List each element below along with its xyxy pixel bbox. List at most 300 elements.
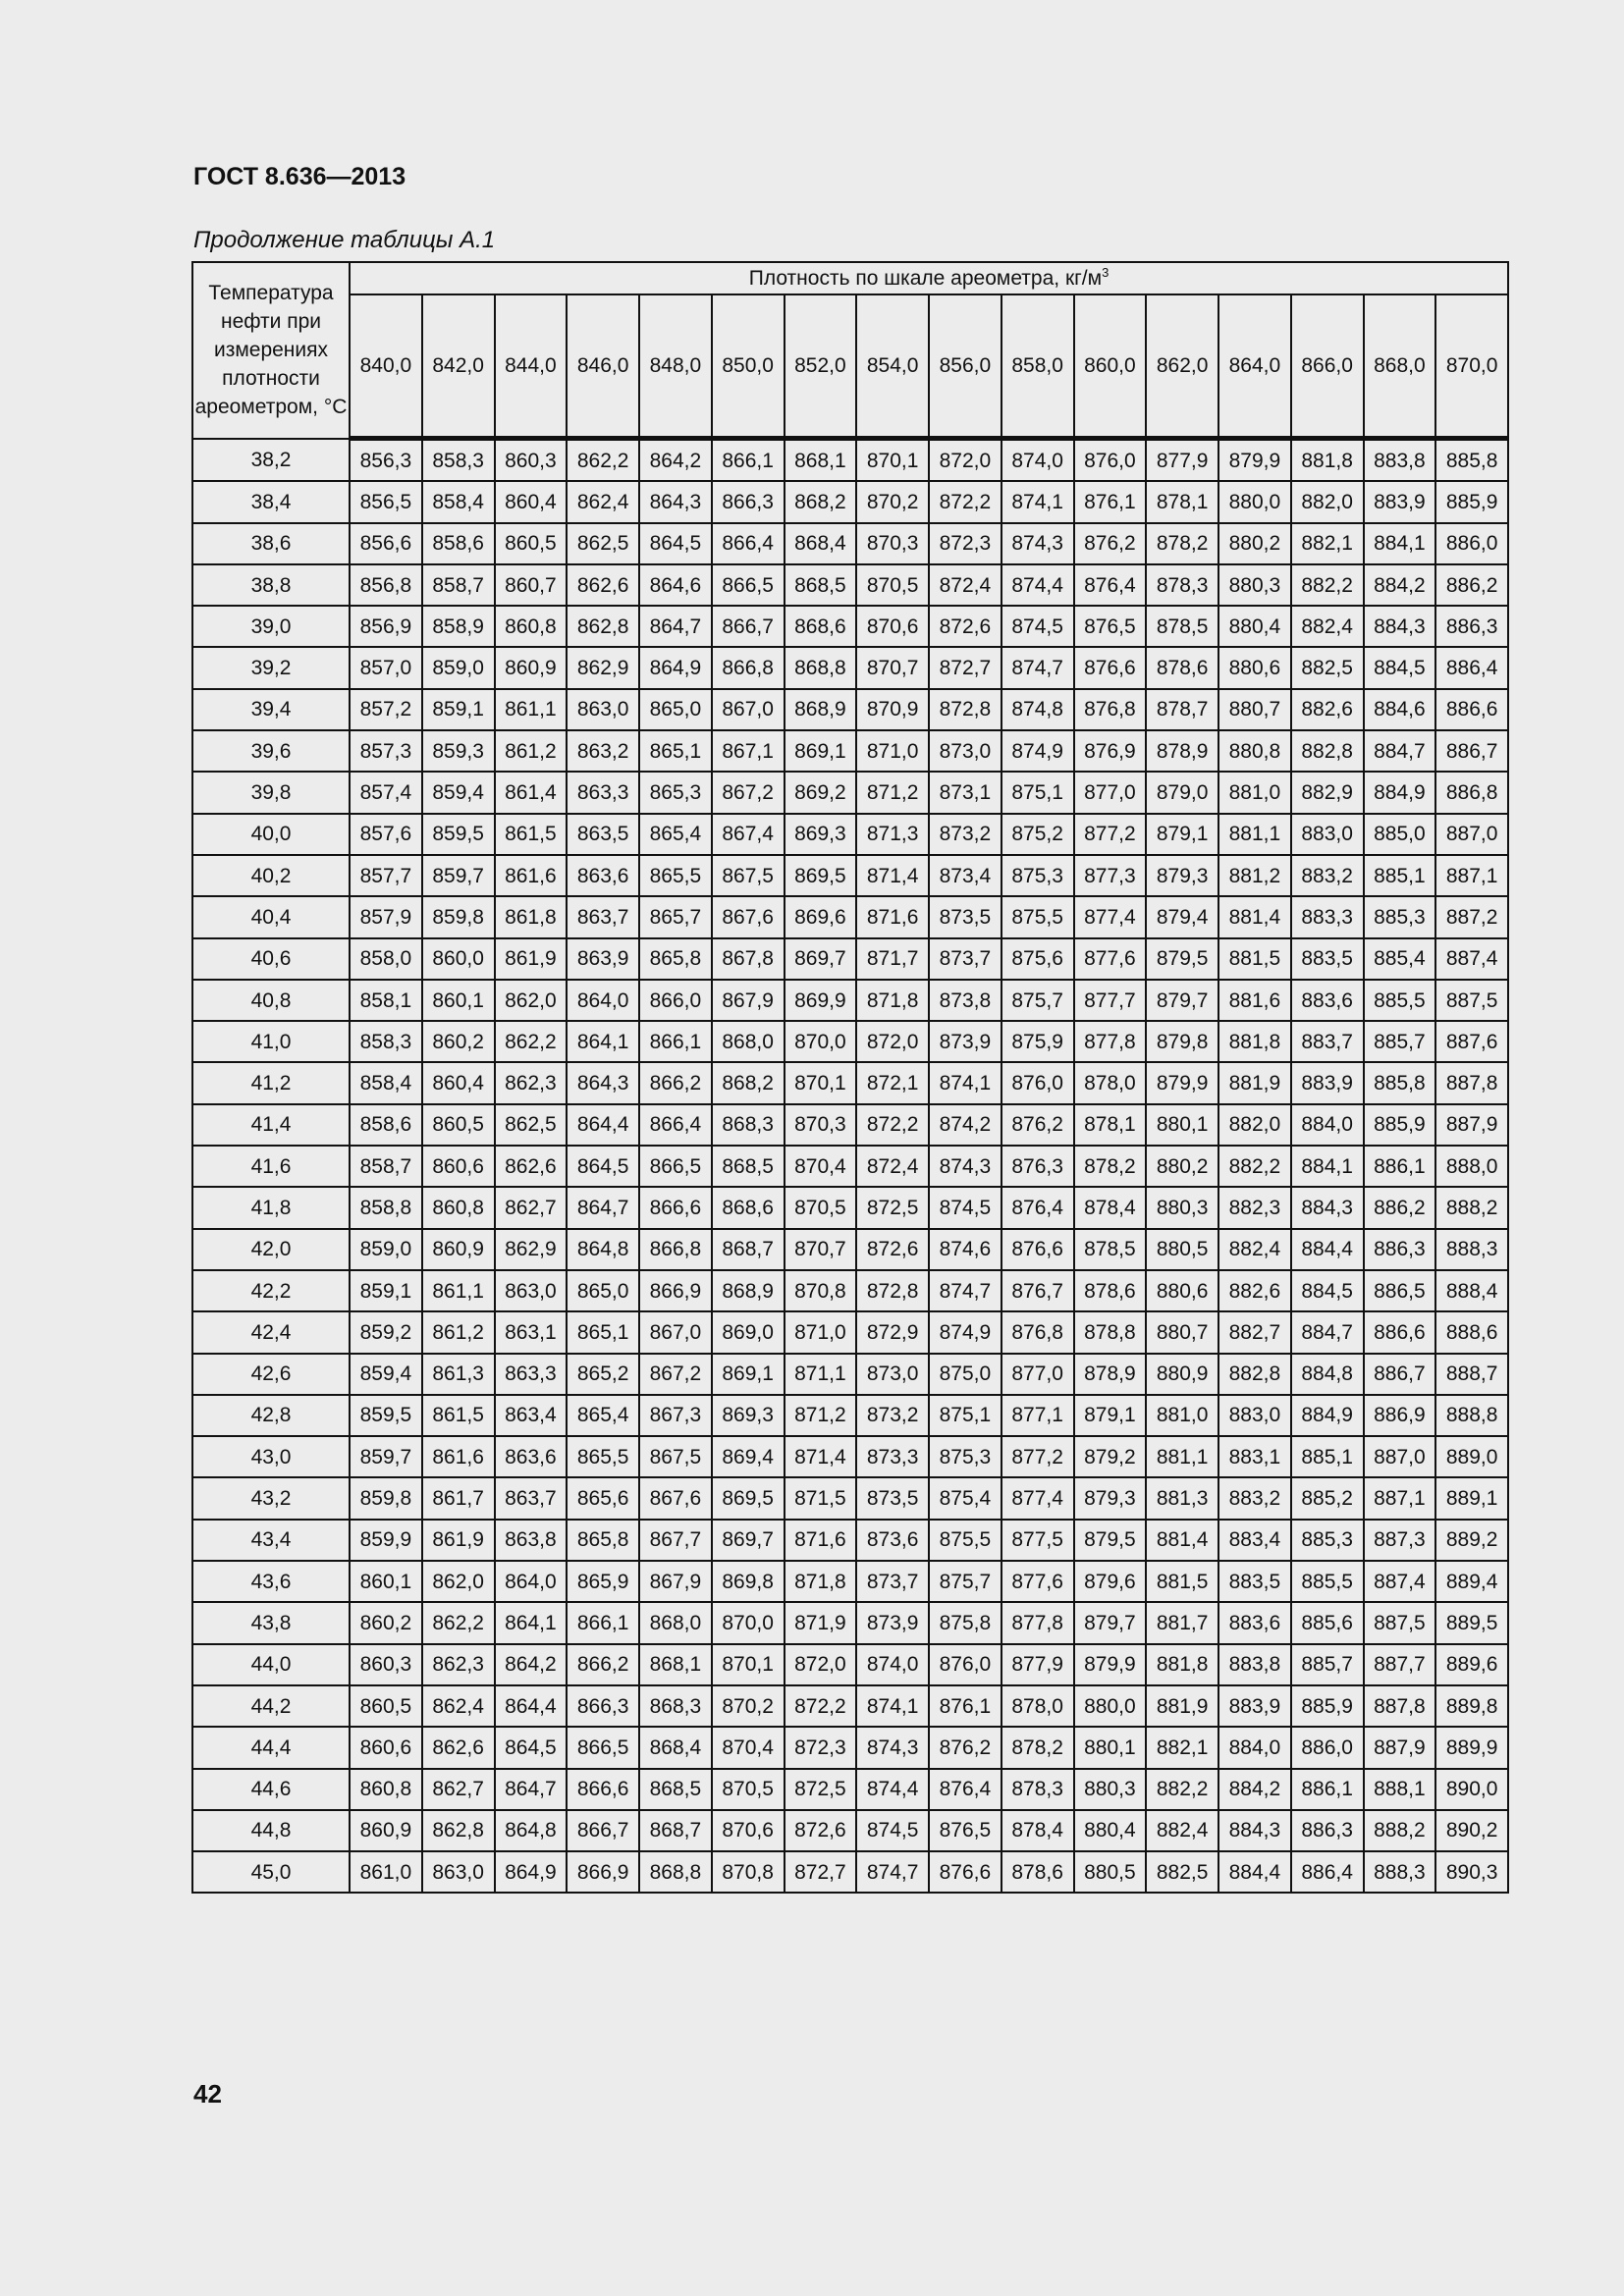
density-header-sup: 3 [1102,265,1110,280]
density-cell: 879,5 [1146,938,1218,980]
density-cell: 874,2 [929,1104,1001,1146]
density-cell: 864,5 [639,523,712,564]
density-cell: 880,2 [1218,523,1291,564]
density-cell: 887,8 [1364,1685,1436,1727]
density-cell: 887,3 [1364,1520,1436,1561]
temperature-cell: 40,6 [192,938,350,980]
density-cell: 868,8 [785,647,857,688]
table-row [192,1644,1508,1685]
density-cell: 871,5 [785,1477,857,1519]
density-cell: 870,0 [785,1021,857,1062]
density-cell: 875,1 [929,1395,1001,1436]
density-cell: 878,6 [1074,1270,1147,1311]
density-cell: 880,5 [1146,1229,1218,1270]
density-cell: 883,4 [1218,1520,1291,1561]
density-cell: 870,4 [785,1146,857,1187]
density-cell: 881,8 [1291,439,1364,482]
density-cell: 876,6 [929,1851,1001,1893]
density-cell: 883,5 [1291,938,1364,980]
density-cell: 857,6 [350,814,422,855]
density-cell: 883,9 [1291,1062,1364,1103]
density-cell: 858,3 [422,439,495,482]
density-cell: 864,5 [567,1146,639,1187]
table-row [192,1810,1508,1851]
density-cell: 864,2 [495,1644,568,1685]
density-cell: 860,3 [495,439,568,482]
density-cell: 876,9 [1074,730,1147,772]
density-cell: 868,9 [712,1270,785,1311]
density-cell: 874,3 [1001,523,1074,564]
density-cell: 868,6 [712,1187,785,1228]
density-cell: 859,2 [350,1311,422,1353]
table-row [192,523,1508,564]
density-cell: 875,7 [1001,980,1074,1021]
density-cell: 864,6 [639,564,712,606]
temperature-cell: 44,0 [192,1644,350,1685]
temperature-cell: 41,4 [192,1104,350,1146]
density-cell: 880,1 [1146,1104,1218,1146]
temperature-cell: 44,4 [192,1727,350,1768]
density-cell: 859,7 [350,1436,422,1477]
density-cell: 856,5 [350,481,422,522]
density-cell: 886,4 [1291,1851,1364,1893]
density-cell: 869,9 [785,980,857,1021]
density-cell: 880,4 [1074,1810,1147,1851]
density-cell: 864,3 [567,1062,639,1103]
density-cell: 860,8 [350,1769,422,1810]
temperature-cell: 43,4 [192,1520,350,1561]
density-cell: 880,9 [1146,1354,1218,1395]
density-cell: 882,2 [1146,1769,1218,1810]
density-cell: 862,7 [495,1187,568,1228]
density-cell: 861,6 [422,1436,495,1477]
density-cell: 884,3 [1291,1187,1364,1228]
table-row [192,1851,1508,1893]
table-row [192,814,1508,855]
density-cell: 880,8 [1218,730,1291,772]
temperature-cell: 44,8 [192,1810,350,1851]
density-cell: 872,8 [929,689,1001,730]
density-cell: 873,0 [929,730,1001,772]
density-cell: 888,7 [1435,1354,1508,1395]
density-cell: 862,3 [422,1644,495,1685]
density-cell: 886,2 [1364,1187,1436,1228]
density-cell: 874,1 [929,1062,1001,1103]
column-header: 860,0 [1074,294,1147,439]
density-cell: 885,9 [1291,1685,1364,1727]
density-cell: 888,2 [1364,1810,1436,1851]
density-cell: 868,1 [785,439,857,482]
density-cell: 869,7 [785,938,857,980]
density-cell: 880,7 [1218,689,1291,730]
table-row [192,1436,1508,1477]
density-cell: 881,7 [1146,1602,1218,1643]
density-cell: 885,3 [1364,896,1436,937]
density-cell: 866,5 [567,1727,639,1768]
density-cell: 868,2 [712,1062,785,1103]
temperature-cell: 40,4 [192,896,350,937]
density-cell: 874,6 [929,1229,1001,1270]
density-cell: 860,2 [422,1021,495,1062]
density-cell: 874,4 [1001,564,1074,606]
density-cell: 872,2 [929,481,1001,522]
density-cell: 887,1 [1435,855,1508,896]
density-cell: 884,7 [1364,730,1436,772]
density-cell: 883,7 [1291,1021,1364,1062]
density-cell: 869,4 [712,1436,785,1477]
density-cell: 882,7 [1218,1311,1291,1353]
density-cell: 888,0 [1435,1146,1508,1187]
density-cell: 889,1 [1435,1477,1508,1519]
density-cell: 877,2 [1001,1436,1074,1477]
density-cell: 869,0 [712,1311,785,1353]
temperature-cell: 42,8 [192,1395,350,1436]
density-cell: 875,3 [1001,855,1074,896]
density-cell: 870,9 [856,689,929,730]
density-cell: 866,5 [639,1146,712,1187]
density-cell: 862,5 [495,1104,568,1146]
density-cell: 880,7 [1146,1311,1218,1353]
density-cell: 872,0 [856,1021,929,1062]
density-cell: 869,3 [785,814,857,855]
density-cell: 876,4 [929,1769,1001,1810]
density-cell: 882,8 [1218,1354,1291,1395]
density-cell: 877,9 [1001,1644,1074,1685]
density-cell: 862,9 [567,647,639,688]
density-cell: 868,5 [639,1769,712,1810]
density-cell: 867,4 [712,814,785,855]
density-cell: 887,0 [1435,814,1508,855]
table-row [192,1311,1508,1353]
density-cell: 884,2 [1364,564,1436,606]
density-cell: 885,8 [1364,1062,1436,1103]
density-cell: 875,5 [1001,896,1074,937]
table-caption: Продолжение таблицы А.1 [193,227,496,253]
density-cell: 864,0 [567,980,639,1021]
density-cell: 890,2 [1435,1810,1508,1851]
density-cell: 862,6 [422,1727,495,1768]
density-cell: 878,3 [1146,564,1218,606]
density-cell: 874,1 [1001,481,1074,522]
density-cell: 884,1 [1291,1146,1364,1187]
density-cell: 889,8 [1435,1685,1508,1727]
density-cell: 881,9 [1218,1062,1291,1103]
temperature-cell: 42,2 [192,1270,350,1311]
density-cell: 878,3 [1001,1769,1074,1810]
density-cell: 872,9 [856,1311,929,1353]
density-cell: 867,3 [639,1395,712,1436]
temperature-cell: 39,4 [192,689,350,730]
density-cell: 868,8 [639,1851,712,1893]
density-cell: 863,7 [495,1477,568,1519]
density-cell: 859,5 [350,1395,422,1436]
table-row [192,896,1508,937]
density-cell: 879,8 [1146,1021,1218,1062]
density-cell: 875,7 [929,1561,1001,1602]
density-cell: 882,9 [1291,772,1364,813]
temperature-cell: 38,6 [192,523,350,564]
density-cell: 867,5 [712,855,785,896]
density-cell: 860,5 [350,1685,422,1727]
density-cell: 879,9 [1218,439,1291,482]
density-cell: 870,6 [856,606,929,647]
density-cell: 885,3 [1291,1520,1364,1561]
density-cell: 865,6 [567,1477,639,1519]
density-cell: 889,9 [1435,1727,1508,1768]
density-cell: 880,3 [1218,564,1291,606]
density-cell: 868,7 [639,1810,712,1851]
density-cell: 881,2 [1218,855,1291,896]
density-cell: 882,0 [1218,1104,1291,1146]
column-header: 856,0 [929,294,1001,439]
density-cell: 872,3 [785,1727,857,1768]
density-cell: 880,4 [1218,606,1291,647]
density-cell: 888,4 [1435,1270,1508,1311]
density-cell: 860,3 [350,1644,422,1685]
density-cell: 887,9 [1364,1727,1436,1768]
density-cell: 867,9 [712,980,785,1021]
table-row [192,1229,1508,1270]
temperature-cell: 40,0 [192,814,350,855]
density-cell: 861,9 [495,938,568,980]
density-cell: 883,3 [1291,896,1364,937]
density-cell: 878,2 [1001,1727,1074,1768]
density-cell: 857,0 [350,647,422,688]
density-cell: 874,0 [1001,439,1074,482]
density-cell: 882,2 [1218,1146,1291,1187]
density-cell: 878,0 [1074,1062,1147,1103]
column-header: 858,0 [1001,294,1074,439]
density-cell: 870,2 [712,1685,785,1727]
temperature-cell: 41,6 [192,1146,350,1187]
density-cell: 886,6 [1435,689,1508,730]
density-cell: 862,6 [567,564,639,606]
density-cell: 866,5 [712,564,785,606]
density-cell: 877,7 [1074,980,1147,1021]
density-cell: 878,1 [1146,481,1218,522]
density-cell: 859,5 [422,814,495,855]
density-cell: 867,8 [712,938,785,980]
density-cell: 885,8 [1435,439,1508,482]
density-cell: 877,1 [1001,1395,1074,1436]
density-cell: 878,2 [1074,1146,1147,1187]
density-cell: 874,9 [929,1311,1001,1353]
density-cell: 861,2 [495,730,568,772]
density-cell: 856,3 [350,439,422,482]
density-cell: 876,8 [1001,1311,1074,1353]
density-cell: 888,3 [1435,1229,1508,1270]
density-cell: 878,1 [1074,1104,1147,1146]
density-cell: 878,5 [1146,606,1218,647]
density-cell: 864,9 [639,647,712,688]
density-cell: 858,1 [350,980,422,1021]
temperature-cell: 45,0 [192,1851,350,1893]
density-cell: 857,4 [350,772,422,813]
column-header: 850,0 [712,294,785,439]
density-cell: 878,2 [1146,523,1218,564]
density-cell: 871,0 [785,1311,857,1353]
density-cell: 861,0 [350,1851,422,1893]
density-cell: 864,9 [495,1851,568,1893]
density-cell: 882,6 [1291,689,1364,730]
temperature-cell: 39,2 [192,647,350,688]
table-row [192,938,1508,980]
density-cell: 885,6 [1291,1602,1364,1643]
density-cell: 858,8 [350,1187,422,1228]
density-cell: 878,0 [1001,1685,1074,1727]
density-cell: 879,9 [1074,1644,1147,1685]
density-cell: 863,3 [567,772,639,813]
density-cell: 876,6 [1074,647,1147,688]
density-cell: 879,6 [1074,1561,1147,1602]
density-cell: 886,1 [1291,1769,1364,1810]
density-cell: 860,1 [350,1561,422,1602]
density-cell: 869,7 [712,1520,785,1561]
density-cell: 881,9 [1146,1685,1218,1727]
density-cell: 886,2 [1435,564,1508,606]
density-cell: 856,9 [350,606,422,647]
density-cell: 876,3 [1001,1146,1074,1187]
density-cell: 876,0 [1001,1062,1074,1103]
density-cell: 881,5 [1218,938,1291,980]
temperature-cell: 43,6 [192,1561,350,1602]
density-cell: 866,9 [567,1851,639,1893]
density-cell: 866,3 [712,481,785,522]
density-cell: 889,2 [1435,1520,1508,1561]
density-cell: 878,6 [1001,1851,1074,1893]
table-row [192,855,1508,896]
density-cell: 873,3 [856,1436,929,1477]
table-row [192,772,1508,813]
density-cell: 873,5 [929,896,1001,937]
table-row [192,730,1508,772]
density-cell: 889,0 [1435,1436,1508,1477]
density-cell: 879,4 [1146,896,1218,937]
density-cell: 876,4 [1074,564,1147,606]
density-cell: 862,9 [495,1229,568,1270]
density-cell: 883,6 [1218,1602,1291,1643]
density-cell: 860,6 [422,1146,495,1187]
density-cell: 867,7 [639,1520,712,1561]
temperature-cell: 42,0 [192,1229,350,1270]
density-cell: 875,6 [1001,938,1074,980]
density-cell: 876,2 [1001,1104,1074,1146]
temperature-cell: 44,2 [192,1685,350,1727]
density-cell: 887,0 [1364,1436,1436,1477]
density-cell: 865,5 [567,1436,639,1477]
density-cell: 870,6 [712,1810,785,1851]
density-cell: 865,4 [639,814,712,855]
density-cell: 883,5 [1218,1561,1291,1602]
density-cell: 873,6 [856,1520,929,1561]
density-cell: 886,5 [1364,1270,1436,1311]
density-cell: 888,6 [1435,1311,1508,1353]
density-cell: 870,5 [785,1187,857,1228]
density-cell: 867,9 [639,1561,712,1602]
density-cell: 870,5 [712,1769,785,1810]
density-cell: 861,1 [422,1270,495,1311]
density-cell: 882,4 [1218,1229,1291,1270]
column-header: 846,0 [567,294,639,439]
density-cell: 858,7 [350,1146,422,1187]
density-cell: 865,0 [639,689,712,730]
density-cell: 884,8 [1291,1354,1364,1395]
density-cell: 864,0 [495,1561,568,1602]
density-cell: 859,7 [422,855,495,896]
density-cell: 865,8 [567,1520,639,1561]
density-header-text: Плотность по шкале ареометра, кг/м [748,267,1103,290]
density-cell: 887,8 [1435,1062,1508,1103]
table-row [192,1146,1508,1187]
density-cell: 869,5 [712,1477,785,1519]
density-cell: 872,0 [785,1644,857,1685]
density-cell: 881,3 [1146,1477,1218,1519]
density-cell: 871,3 [856,814,929,855]
density-cell: 880,6 [1146,1270,1218,1311]
density-cell: 859,4 [422,772,495,813]
density-cell: 884,0 [1291,1104,1364,1146]
density-cell: 881,8 [1146,1644,1218,1685]
density-cell: 865,9 [567,1561,639,1602]
density-cell: 863,5 [567,814,639,855]
table-row [192,1021,1508,1062]
density-cell: 857,9 [350,896,422,937]
table-row [192,647,1508,688]
density-cell: 864,7 [495,1769,568,1810]
density-cell: 867,5 [639,1436,712,1477]
density-cell: 873,2 [856,1395,929,1436]
density-cell: 886,0 [1435,523,1508,564]
density-cell: 878,9 [1146,730,1218,772]
density-cell: 870,7 [856,647,929,688]
density-cell: 862,7 [422,1769,495,1810]
density-cell: 872,2 [856,1104,929,1146]
density-cell: 866,2 [567,1644,639,1685]
density-cell: 862,2 [495,1021,568,1062]
density-cell: 887,1 [1364,1477,1436,1519]
density-cell: 883,8 [1364,439,1436,482]
density-header [350,262,1508,294]
density-cell: 871,7 [856,938,929,980]
density-cell: 882,4 [1291,606,1364,647]
density-cell: 872,6 [785,1810,857,1851]
temperature-cell: 40,8 [192,980,350,1021]
table-row [192,606,1508,647]
density-cell: 871,6 [785,1520,857,1561]
density-cell: 858,4 [350,1062,422,1103]
density-cell: 884,6 [1364,689,1436,730]
temperature-cell: 38,4 [192,481,350,522]
density-cell: 866,4 [712,523,785,564]
density-cell: 863,2 [567,730,639,772]
density-cell: 871,1 [785,1354,857,1395]
table-row [192,439,1508,482]
density-cell: 873,9 [929,1021,1001,1062]
table-row [192,1354,1508,1395]
density-cell: 863,0 [422,1851,495,1893]
column-header: 842,0 [422,294,495,439]
density-cell: 868,1 [639,1644,712,1685]
temperature-cell: 38,8 [192,564,350,606]
table-row [192,1561,1508,1602]
density-cell: 871,8 [856,980,929,1021]
column-header: 868,0 [1364,294,1436,439]
density-cell: 872,0 [929,439,1001,482]
density-cell: 861,1 [495,689,568,730]
density-cell: 881,0 [1218,772,1291,813]
density-cell: 871,0 [856,730,929,772]
density-cell: 858,0 [350,938,422,980]
